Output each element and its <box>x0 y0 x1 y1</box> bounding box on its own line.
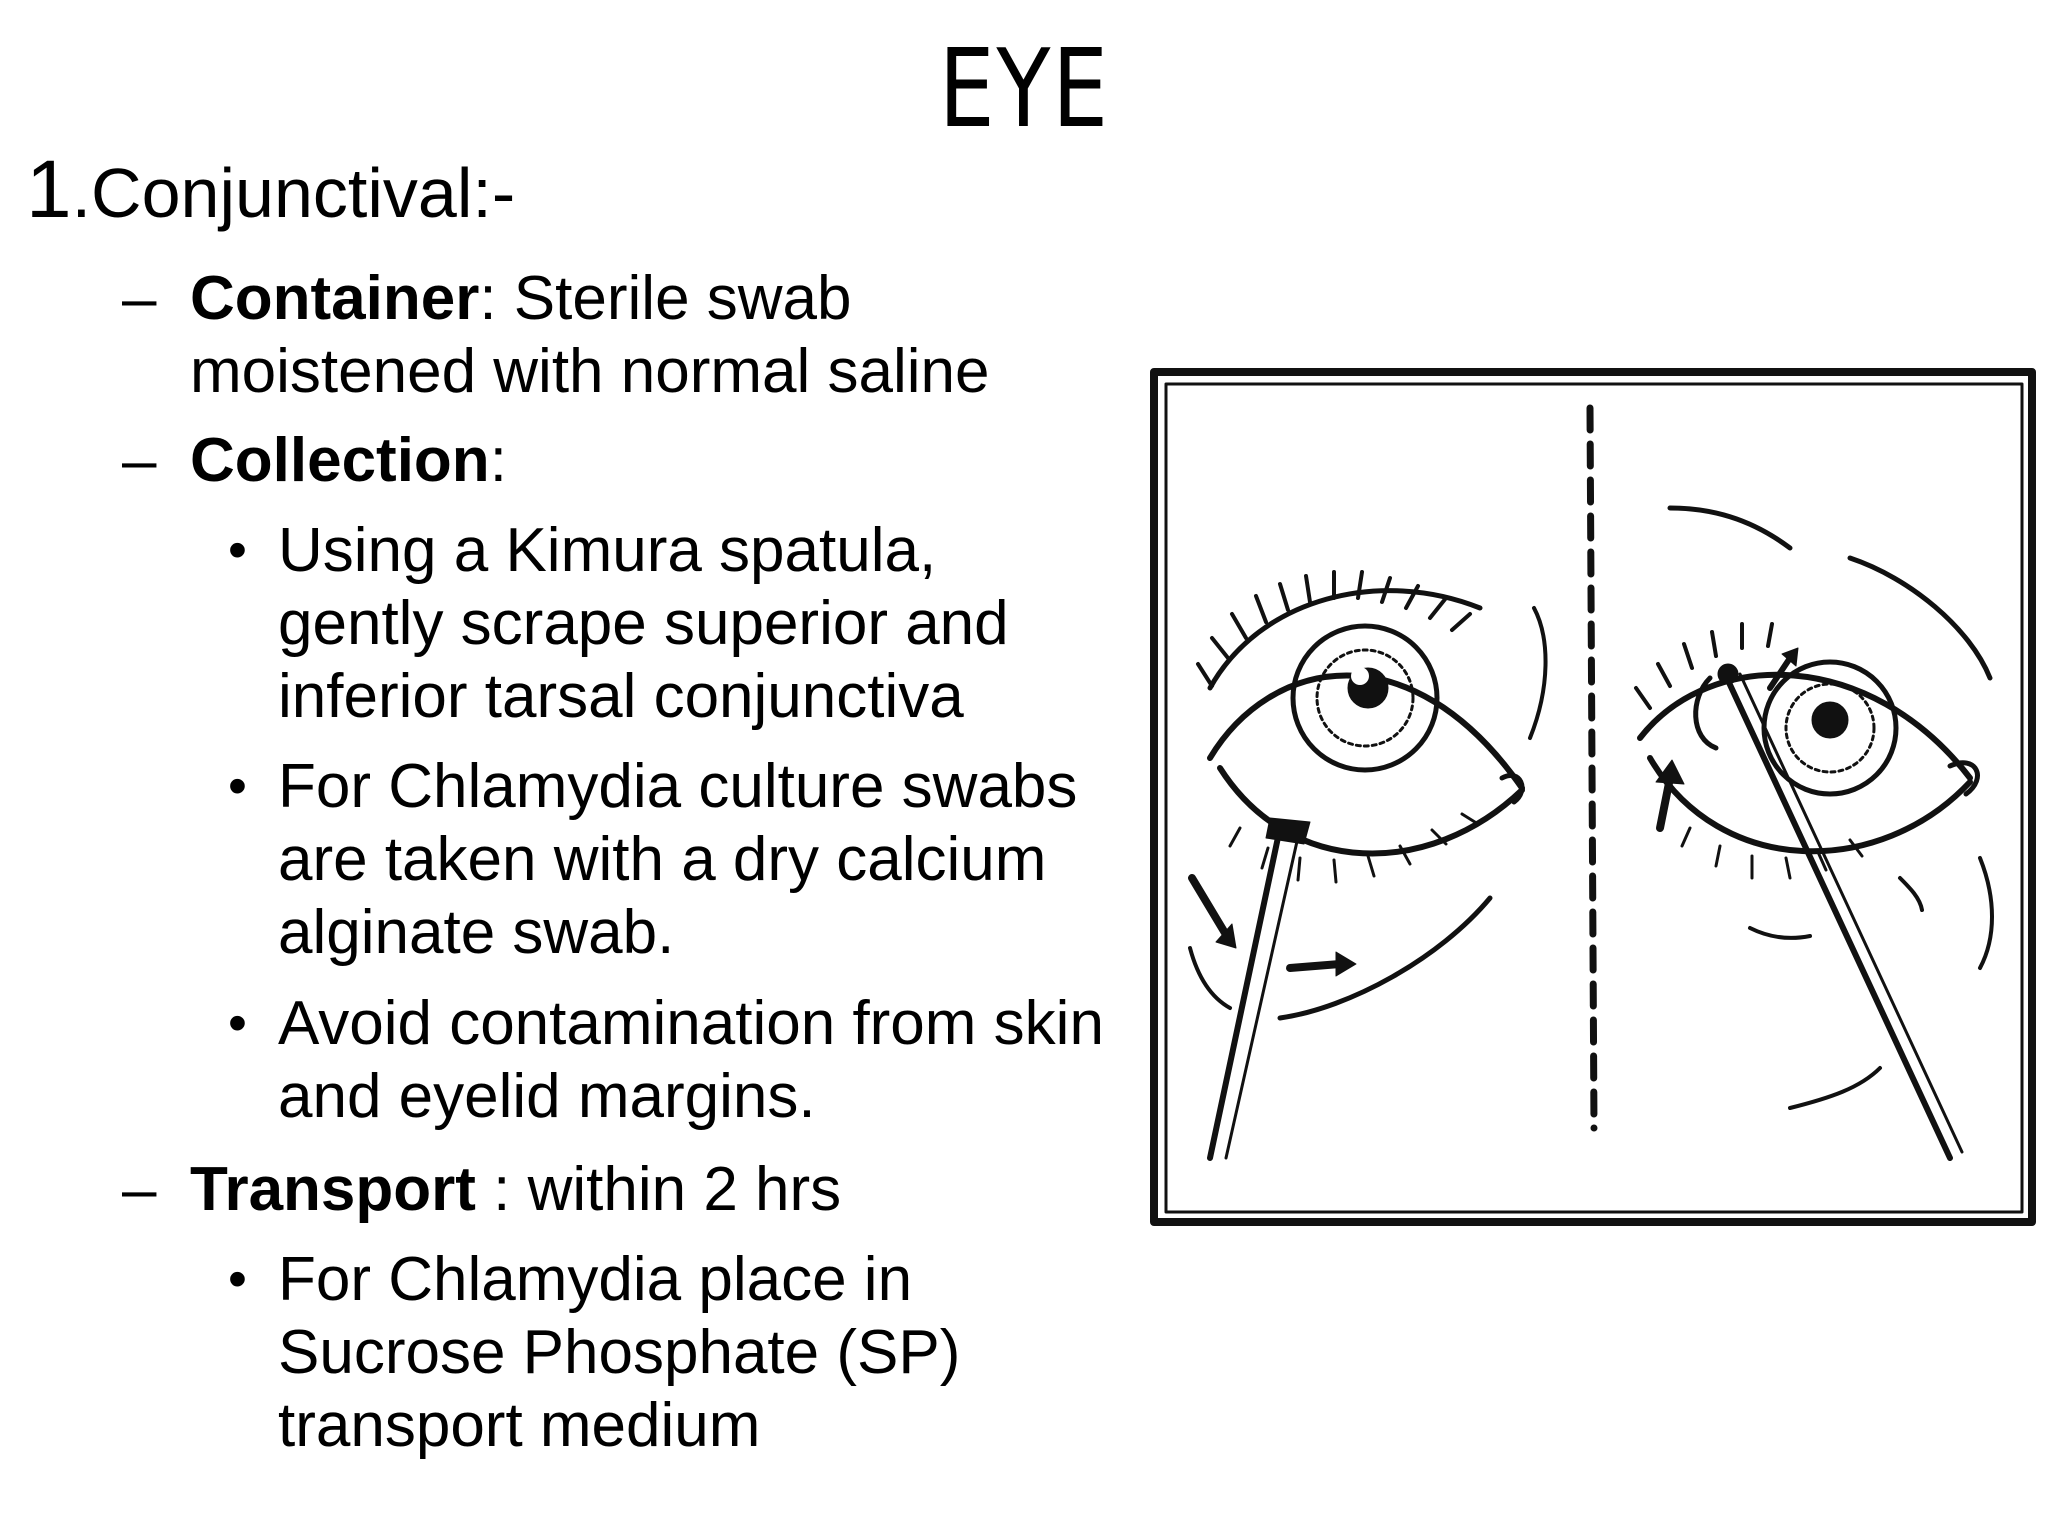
dash-marker: – <box>122 264 157 333</box>
dash-marker: – <box>122 426 157 495</box>
transport-text: : within 2 hrs <box>475 1155 842 1224</box>
collection-text: : <box>489 426 507 495</box>
section-heading <box>26 144 516 235</box>
bullet-text: Avoid contamination from skin and eyelid margins. <box>278 989 1104 1131</box>
bullet-marker: • <box>228 520 247 580</box>
eye-swab-illustration-icon <box>1150 358 2038 1230</box>
container-text: : Sterile swab moistened with normal saline <box>190 264 990 406</box>
bullet-text: For Chlamydia place in Sucrose Phosphate (SP) transport medium <box>278 1245 961 1460</box>
bullet-text: Using a Kimura spatula, gently scrape superior and inferior tarsal conjunctiva <box>278 516 1009 731</box>
container-label: Container <box>190 264 480 333</box>
container-item <box>122 262 1102 408</box>
bullet-marker: • <box>228 1249 247 1309</box>
transport-bullet-1 <box>228 1243 1108 1462</box>
collection-bullet-2 <box>228 750 1108 969</box>
dash-marker: – <box>122 1155 157 1224</box>
transport-item <box>122 1153 1102 1226</box>
collection-item <box>122 424 1102 497</box>
slide-title: EYE <box>938 27 1110 152</box>
section-number: 1 <box>26 144 72 235</box>
bullet-marker: • <box>228 756 247 816</box>
collection-bullet-3 <box>228 987 1108 1133</box>
collection-label: Collection <box>190 426 490 495</box>
section-title: .Conjunctival:- <box>71 154 516 232</box>
bullet-marker: • <box>228 993 247 1053</box>
bullet-text: For Chlamydia culture swabs are taken with a dry calcium alginate swab. <box>278 752 1078 967</box>
collection-bullet-1 <box>228 514 1108 733</box>
transport-label: Transport <box>190 1155 476 1224</box>
